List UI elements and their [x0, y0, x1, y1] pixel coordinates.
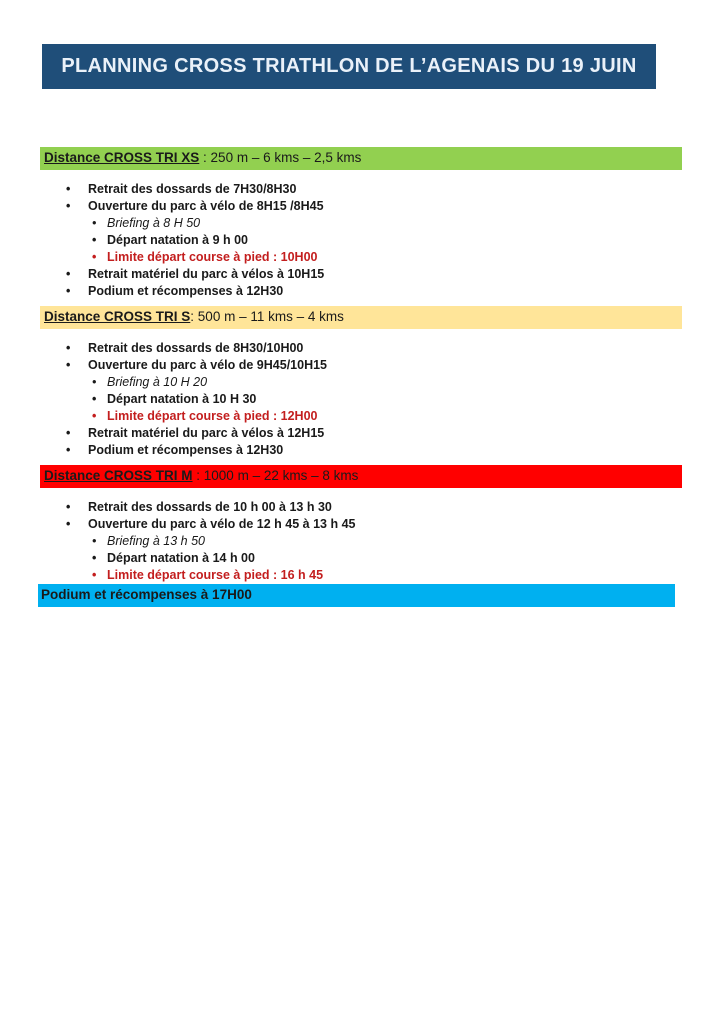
- bullet-icon: •: [92, 392, 97, 406]
- section-cross-tri-xs: [0, 147, 724, 300]
- list-item-text: Limite départ course à pied : 12H00: [107, 409, 318, 423]
- section-cross-tri-s: [0, 306, 724, 459]
- list-item-text: Retrait des dossards de 10 h 00 à 13 h 30: [88, 500, 332, 514]
- bullet-icon: •: [92, 250, 97, 264]
- bullet-icon: •: [66, 426, 71, 440]
- bullet-icon: •: [66, 341, 71, 355]
- section-banner-cross-tri-m: [40, 465, 682, 488]
- list-item-text: Départ natation à 14 h 00: [107, 551, 255, 565]
- header-banner: [42, 44, 656, 89]
- bullet-icon: •: [92, 409, 97, 423]
- list-item-text: Limite départ course à pied : 16 h 45: [107, 568, 324, 582]
- list-item: [0, 391, 724, 408]
- bullet-icon: •: [92, 568, 97, 582]
- list-item-text: Podium et récompenses à 12H30: [88, 443, 284, 457]
- list-item-text: Briefing à 8 H 50: [107, 216, 201, 230]
- section-banner-detail: : 250 m – 6 kms – 2,5 kms: [199, 150, 362, 165]
- list-item-text: Podium et récompenses à 12H30: [88, 284, 284, 298]
- list-item: [0, 340, 724, 357]
- bullet-icon: •: [92, 375, 97, 389]
- section-banner-detail: : 500 m – 11 kms – 4 kms: [190, 309, 344, 324]
- footer-banner: [38, 584, 675, 607]
- list-item-text: Limite départ course à pied : 10H00: [107, 250, 318, 264]
- bullet-icon: •: [66, 443, 71, 457]
- list-item: [0, 516, 724, 533]
- bullet-icon: •: [92, 551, 97, 565]
- bullet-icon: •: [66, 182, 71, 196]
- list-item: [0, 550, 724, 567]
- list-item-text: Ouverture du parc à vélo de 9H45/10H15: [88, 358, 327, 372]
- section-banner-cross-tri-xs: [40, 147, 682, 170]
- schedule-content: [0, 147, 724, 607]
- bullet-icon: •: [66, 267, 71, 281]
- list-item: [0, 442, 724, 459]
- list-item: [0, 198, 724, 215]
- list-item: [0, 425, 724, 442]
- section-banner-cross-tri-s: [40, 306, 682, 329]
- list-item-text: Départ natation à 9 h 00: [107, 233, 249, 247]
- list-item: [0, 283, 724, 300]
- sections: [0, 147, 724, 584]
- list-item-text: Retrait matériel du parc à vélos à 12H15: [88, 426, 325, 440]
- bullet-icon: •: [66, 199, 71, 213]
- list-item-text: Ouverture du parc à vélo de 8H15 /8H45: [88, 199, 324, 213]
- section-banner-label: Distance CROSS TRI M: [44, 468, 193, 483]
- list-item: [0, 408, 724, 425]
- list-item-text: Retrait des dossards de 8H30/10H00: [88, 341, 304, 355]
- list-item-text: Briefing à 10 H 20: [107, 375, 208, 389]
- section-banner-label: Distance CROSS TRI XS: [44, 150, 200, 165]
- list-item: [0, 357, 724, 374]
- list-item: [0, 181, 724, 198]
- list-item-text: Retrait des dossards de 7H30/8H30: [88, 182, 297, 196]
- bullet-icon: •: [92, 216, 97, 230]
- list-item-text: Briefing à 13 h 50: [107, 534, 205, 548]
- section-cross-tri-m: [0, 465, 724, 584]
- list-item: [0, 232, 724, 249]
- bullet-icon: •: [66, 284, 71, 298]
- bullet-icon: •: [92, 233, 97, 247]
- footer-banner-label: Podium et récompenses à 17H00: [41, 587, 252, 602]
- list-item-text: Départ natation à 10 H 30: [107, 392, 257, 406]
- schedule-list: [0, 499, 724, 584]
- bullet-icon: •: [92, 534, 97, 548]
- list-item: [0, 499, 724, 516]
- bullet-icon: •: [66, 500, 71, 514]
- schedule-list: [0, 181, 724, 300]
- list-item: [0, 249, 724, 266]
- schedule-list: [0, 340, 724, 459]
- list-item: [0, 266, 724, 283]
- list-item-text: Retrait matériel du parc à vélos à 10H15: [88, 267, 325, 281]
- list-item: [0, 374, 724, 391]
- page-title: PLANNING CROSS TRIATHLON DE L’AGENAIS DU 19 JUIN: [61, 55, 637, 77]
- section-banner-detail: : 1000 m – 22 kms – 8 kms: [192, 468, 359, 483]
- list-item: [0, 567, 724, 584]
- list-item: [0, 215, 724, 232]
- bullet-icon: •: [66, 517, 71, 531]
- section-banner-label: Distance CROSS TRI S: [44, 309, 191, 324]
- list-item: [0, 533, 724, 550]
- bullet-icon: •: [66, 358, 71, 372]
- list-item-text: Ouverture du parc à vélo de 12 h 45 à 13 h 45: [88, 517, 356, 531]
